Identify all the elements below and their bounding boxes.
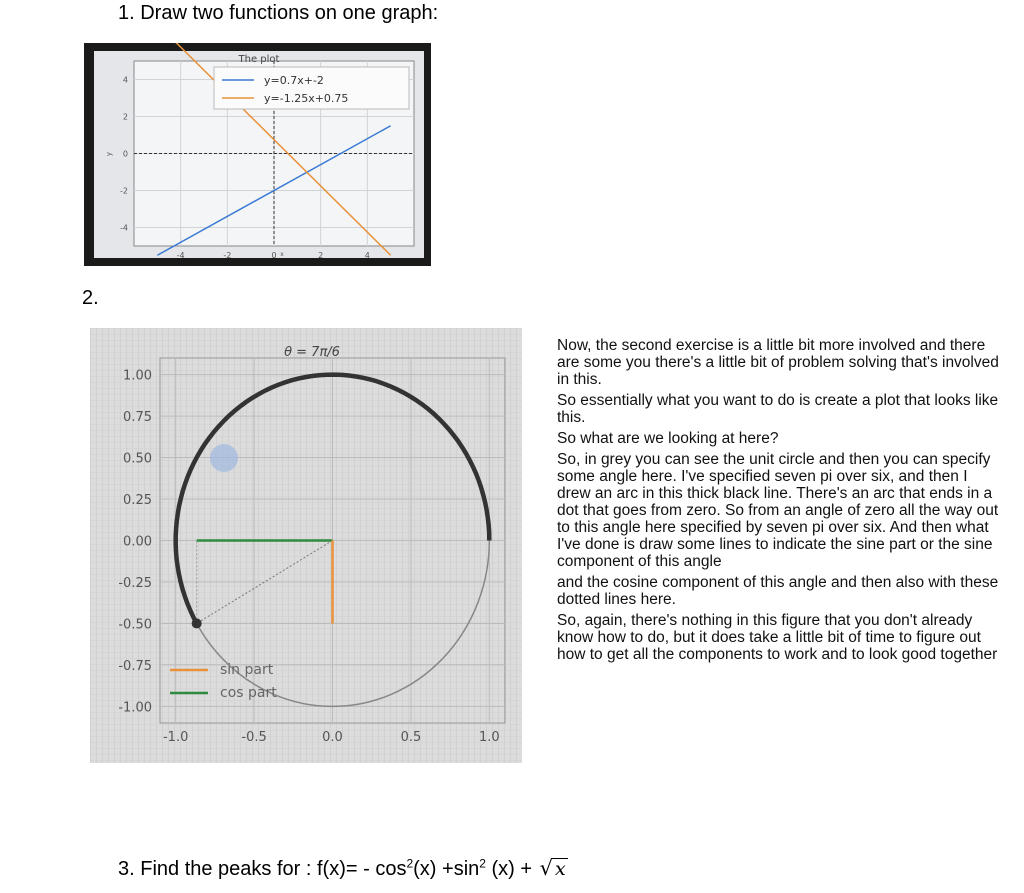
plot2-title: θ = 7π/6 — [284, 345, 340, 360]
plot1-xtick-label: -2 — [223, 251, 232, 260]
linear-functions-plot — [84, 43, 431, 266]
question-3 — [118, 856, 568, 881]
plot2-ytick-label: -0.25 — [118, 575, 152, 591]
explanation-paragraph-3: So what are we looking at here? — [557, 430, 779, 447]
plot1-title: The plot — [238, 54, 280, 65]
plot2-ytick-label: -0.50 — [118, 617, 152, 633]
explanation-paragraph-4: So, in grey you can see the unit circle and then you can specify some angle here. I've specified seven pi over six, and then I drew an arc in this thick black line. There's an arc that ends in a dot that goes from zero. So from an angle of zero all the way out to this angle here specified by seven pi over six. And then what I've done is draw some lines to indicate the sine part or the sine component of this angle — [557, 451, 999, 570]
plot2-legend-label-sin: sin part — [220, 662, 274, 678]
plot1-xtick-label: 4 — [364, 251, 370, 260]
plot1-ytick-label: -4 — [120, 223, 128, 233]
plot-photo-1 — [84, 43, 431, 266]
plot2-legend-label-cos: cos part — [220, 685, 277, 701]
plot2-xtick-label: 0.5 — [400, 730, 422, 745]
plot1-ytick-label: 0 — [122, 149, 128, 159]
explanation-paragraph-6: So, again, there's nothing in this figure that you don't already know how to do, but it does take a little bit of time to figure out how to get all the components to work and to look good together — [557, 612, 998, 663]
plot2-ytick-label: -0.75 — [118, 658, 152, 674]
plot2-xtick-label: -1.0 — [162, 730, 189, 745]
q3-text-a: 3. Find the peaks for : f(x)= - cos — [118, 858, 407, 880]
unit-circle-plot — [90, 328, 522, 763]
plot1-ytick-label: 4 — [122, 75, 128, 85]
plot2-ytick-label: -1.00 — [118, 700, 152, 716]
q3-exponent-sin: 2 — [479, 856, 486, 871]
plot2-xtick-label: 1.0 — [478, 730, 500, 745]
plot1-xtick-label: -4 — [176, 251, 185, 260]
plot2-xtick-label: 0.0 — [322, 730, 343, 745]
plot1-ytick-label: -2 — [120, 186, 128, 196]
plot2-ytick-label: 0.25 — [123, 493, 152, 509]
plot2-ytick-label: 0.75 — [123, 410, 152, 426]
plot1-xlabel: x — [280, 251, 284, 258]
plot1-ylabel: y — [105, 151, 113, 157]
sqrt-expression — [540, 856, 568, 881]
plot1-legend-label-1: y=0.7x+-2 — [264, 74, 324, 87]
plot1-ytick-label: 2 — [122, 112, 128, 122]
q3-exponent-cos: 2 — [406, 856, 414, 871]
plot1-legend-label-2: y=-1.25x+0.75 — [264, 92, 349, 105]
explanation-paragraph-5: and the cosine component of this angle and then also with these dotted lines here. — [557, 574, 999, 608]
cursor-highlight — [210, 444, 238, 472]
plot2-xtick-label: -0.5 — [241, 730, 267, 745]
plot2-background — [90, 328, 522, 763]
sqrt-radicand: x — [555, 858, 566, 880]
plot2-ytick-label: 0.50 — [123, 451, 152, 467]
explanation-paragraph-2: So essentially what you want to do is create a plot that looks like this. — [557, 392, 999, 426]
plot1-legend — [214, 67, 409, 109]
plot1-xtick-label: 0 — [271, 251, 277, 260]
explanation-paragraph-1: Now, the second exercise is a little bit more involved and there are some you there's a little bit of problem solving that's involved in this. — [557, 337, 999, 388]
plot1-xtick-label: 2 — [318, 251, 324, 260]
question-2: 2. — [82, 287, 99, 309]
plot2-ytick-label: 0.00 — [123, 534, 152, 550]
q3-text-c: (x) + — [485, 858, 538, 880]
arc-end-dot — [192, 618, 202, 628]
sqrt-symbol: √ — [539, 856, 554, 880]
q3-text-b: (x) +sin — [413, 858, 480, 880]
explanation-text — [557, 337, 1002, 667]
question-1: 1. Draw two functions on one graph: — [118, 2, 439, 24]
plot2-ytick-label: 1.00 — [123, 368, 152, 384]
plot-photo-2 — [90, 328, 522, 763]
